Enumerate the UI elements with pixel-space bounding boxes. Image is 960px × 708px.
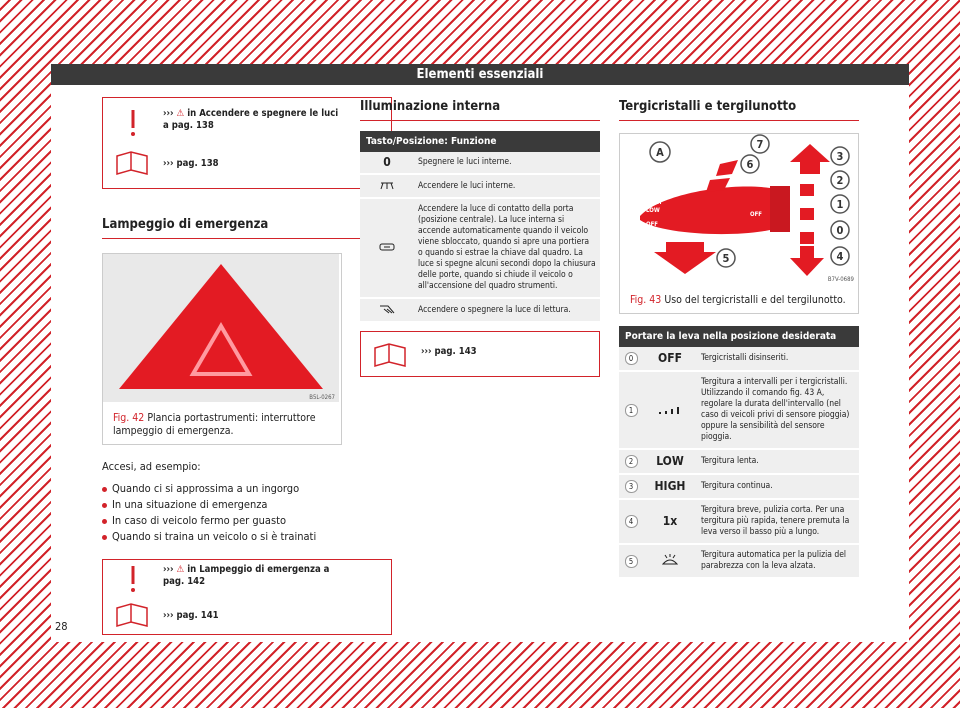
left-column [102, 85, 392, 635]
interval-icon [657, 404, 683, 414]
page-ref-link[interactable]: pag. 138 [176, 158, 219, 169]
reference-box: ››› pag. 143 [360, 331, 600, 377]
wiper-lever-illustration [620, 134, 858, 284]
middle-column [360, 85, 600, 377]
svg-text:2: 2 [836, 174, 844, 187]
manual-page [51, 64, 909, 642]
svg-text:0: 0 [836, 224, 844, 237]
table-row: 2 LOW Tergitura lenta. [619, 449, 859, 474]
right-column [619, 85, 859, 579]
list-item: Quando ci si approssima a un ingorgo [102, 481, 392, 497]
figure-hazard [102, 253, 342, 445]
table-header: Portare la leva nella posizione desiderata [619, 326, 859, 347]
position-zero-icon: 0 [360, 152, 414, 174]
svg-text:4: 4 [836, 250, 844, 263]
reading-light-icon [378, 304, 396, 314]
page-number: 28 [55, 620, 68, 633]
table-row: Accendere le luci interne. [360, 174, 600, 198]
figure-number: Fig. 42 [113, 412, 145, 424]
hazard-switch-illustration [103, 254, 339, 402]
warning-icon [113, 564, 153, 594]
table-row: 3 HIGH Tergitura continua. [619, 474, 859, 499]
svg-text:OFF: OFF [646, 221, 658, 228]
svg-text:7: 7 [756, 138, 764, 151]
table-row: 4 1x Tergitura breve, pulizia corta. Per una tergitura più rapida, tenere premuta la leva verso il basso più a lungo. [619, 499, 859, 544]
svg-text:HIGH: HIGH [646, 199, 662, 206]
figure-code: B7V-0689 [827, 276, 854, 283]
table-row: Accendere o spegnere la luce di lettura. [360, 298, 600, 322]
list-item: In caso di veicolo fermo per guasto [102, 513, 392, 529]
warning-box: ››› ⚠ in Accendere e spegnere le luci a pag. 138 ››› pag. 138 [102, 97, 392, 189]
interior-light-table [360, 131, 600, 323]
book-icon [371, 340, 411, 370]
interior-light-icon [378, 180, 396, 190]
figure-number: Fig. 43 [630, 294, 662, 306]
figure-code: B5L-0267 [309, 394, 335, 401]
bullet-list [102, 481, 392, 545]
section-title: Illuminazione interna [360, 99, 600, 121]
svg-text:LOW: LOW [646, 207, 660, 214]
list-item: In una situazione di emergenza [102, 497, 392, 513]
section-title: Tergicristalli e tergilunotto [619, 99, 859, 121]
figure-caption: Plancia portastrumenti: interruttore lampeggio di emergenza. [113, 412, 316, 437]
page-ref-link[interactable]: pag. 141 [176, 610, 219, 621]
warning-box: ››› ⚠ in Lampeggio di emergenza a pag. 142 ››› pag. 141 [102, 559, 392, 635]
svg-text:OFF: OFF [750, 211, 762, 218]
wiper-positions-table [619, 326, 859, 579]
page-ref-link[interactable]: pag. 143 [434, 346, 477, 357]
section-title: Lampeggio di emergenza [102, 217, 392, 239]
figure-caption: Uso del tergicristalli e del tergilunotto. [664, 294, 846, 306]
svg-text:1x: 1x [650, 228, 658, 235]
svg-text:5: 5 [722, 252, 730, 265]
auto-wash-icon [661, 554, 679, 566]
figure-wiper [619, 133, 859, 314]
table-row: Accendere la luce di contatto della porta (posizione centrale). La luce interna si accende automaticamente quando il veicolo viene sbloccato, quando si apre una portiera o quando si estrae la chiave dal quadro. La luce si spegne alcuni secondi dopo la chiusura delle porte, quando si chiude il veicolo o all'accensione del quadro strumenti. [360, 198, 600, 298]
door-contact-icon [378, 242, 396, 252]
svg-text:1: 1 [836, 198, 844, 211]
warning-ref-text: in Lampeggio di emergenza a pag. 142 [163, 564, 330, 587]
list-item: Quando si traina un veicolo o si è trainati [102, 529, 392, 545]
table-row: 0 Spegnere le luci interne. [360, 152, 600, 174]
book-icon [113, 600, 153, 630]
table-row: 5 Tergitura automatica per la pulizia del parabrezza con la leva alzata. [619, 544, 859, 578]
table-row: 1 Tergitura a intervalli per i tergicristalli. Utilizzando il comando fig. 43 A, regolare la durata dell'intervallo (nel caso di veicoli privi di sensore pioggia) oppure la sensibilità del sensore pioggia. [619, 371, 859, 449]
svg-text:A: A [656, 146, 664, 159]
svg-text:6: 6 [746, 158, 754, 171]
warning-ref-text: in Accendere e spegnere le luci a pag. 138 [163, 108, 339, 131]
intro-text: Accesi, ad esempio: [102, 460, 201, 473]
svg-text:3: 3 [836, 150, 844, 163]
warning-icon [113, 108, 153, 138]
page-header: Elementi essenziali [51, 64, 909, 85]
book-icon [113, 148, 153, 178]
table-row: 0 OFF Tergicristalli disinseriti. [619, 347, 859, 371]
table-header: Tasto/Posizione: Funzione [360, 131, 600, 152]
